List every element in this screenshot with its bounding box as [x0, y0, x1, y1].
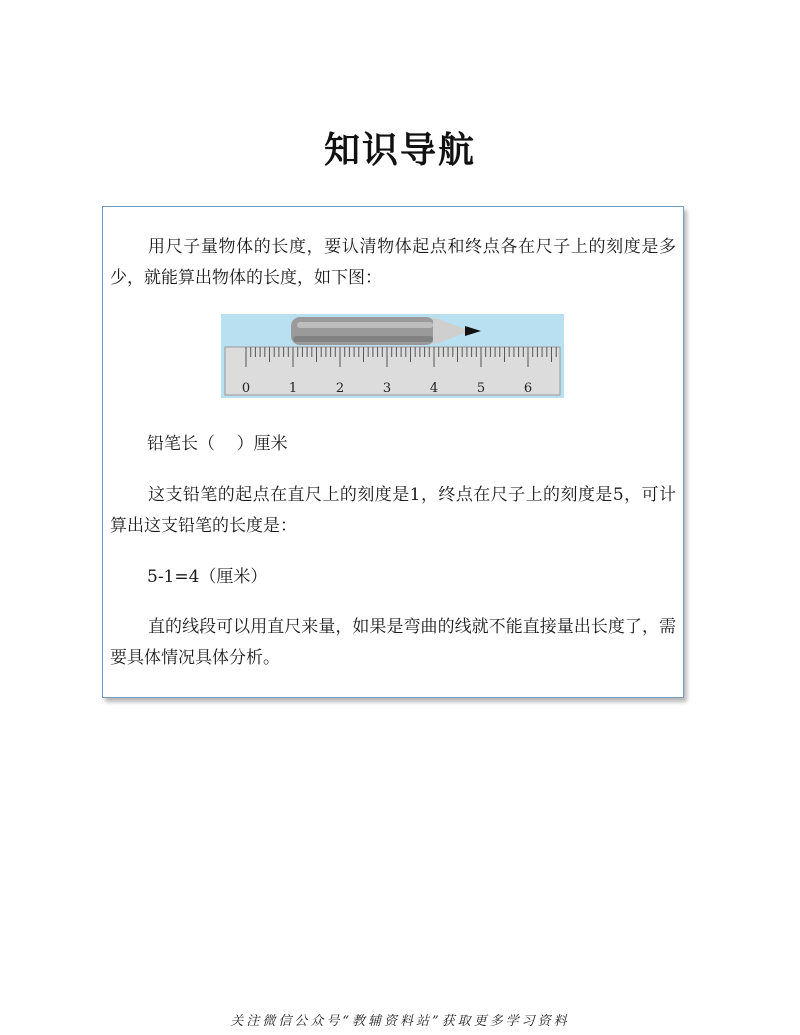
ruler-label: 4 — [429, 381, 439, 396]
pencil-highlight — [297, 322, 433, 328]
ruler-label: 5 — [476, 381, 486, 396]
equation-line: 5-1=4（厘米） — [147, 567, 268, 587]
note-paragraph: 直的线段可以用直尺来量，如果是弯曲的线就不能直接量出长度了，需要具体情况具体分析。 — [110, 617, 676, 668]
explanation-paragraph: 这支铅笔的起点在直尺上的刻度是1，终点在尺子上的刻度是5，可计算出这支铅笔的长度是： — [110, 485, 676, 536]
ruler-label: 2 — [335, 381, 345, 396]
ruler-body — [225, 347, 560, 395]
knowledge-box — [102, 206, 684, 698]
ruler-label: 6 — [523, 381, 533, 396]
question-line: 铅笔长（ ）厘米 — [147, 434, 288, 454]
ruler-label: 1 — [288, 381, 298, 396]
pencil-shadow — [293, 336, 433, 342]
page-title: 知识导航 — [323, 130, 476, 171]
ruler-label: 3 — [382, 381, 392, 396]
ruler-pencil-figure — [221, 314, 564, 398]
intro-paragraph: 用尺子量物体的长度，要认清物体起点和终点各在尺子上的刻度是多少，就能算出物体的长度，如下图： — [110, 237, 676, 288]
footer-note: 关注微信公众号“教辅资料站”获取更多学习资料 — [230, 1014, 570, 1029]
ruler-label: 0 — [241, 381, 251, 396]
